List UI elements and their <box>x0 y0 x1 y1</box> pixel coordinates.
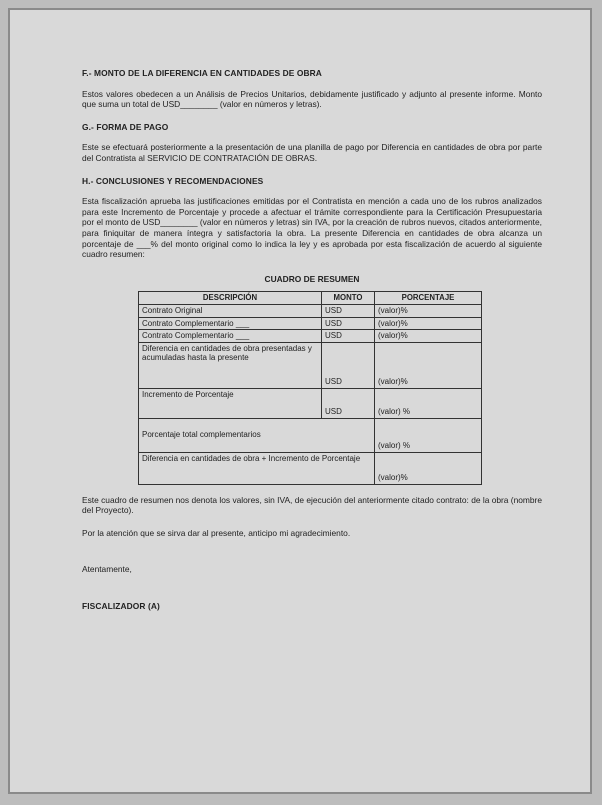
row-monto: USD <box>322 317 375 330</box>
row-monto: USD <box>322 388 375 418</box>
document-body <box>82 68 542 612</box>
section-g-heading: G.- FORMA DE PAGO <box>82 121 169 132</box>
row-desc: Incremento de Porcentaje <box>139 388 322 418</box>
table-row <box>139 342 482 388</box>
summary-table <box>138 291 482 484</box>
summary-table-title: CUADRO DE RESUMEN <box>264 273 360 284</box>
row-desc: Porcentaje total complementarios <box>139 418 375 452</box>
section-g-text: Este se efectuará posteriormente a la presentación de una planilla de pago por Diferencia en cantidades de obra por parte del Contratista al SERVICIO DE CONTRATACIÓN DE OBRAS. <box>82 142 542 163</box>
row-desc: Diferencia en cantidades de obra presentadas y acumuladas hasta la presente <box>139 342 322 388</box>
row-pct: (valor)% <box>375 330 482 343</box>
row-pct: (valor)% <box>375 304 482 317</box>
table-row <box>139 388 482 418</box>
regards-text: Atentamente, <box>82 564 132 575</box>
header-descripcion: DESCRIPCIÓN <box>139 292 322 305</box>
row-monto: USD <box>322 342 375 388</box>
row-pct: (valor) % <box>375 388 482 418</box>
section-h-text: Esta fiscalización aprueba las justificaciones emitidas por el Contratista en mención a cada uno de los rubros analizados para este Incremento de Porcentaje y procede a afectuar el trámite correspondiente para la Certificación Presupuestaria por el monto de USD________ (valor en números y letras) sin IVA, por la creación de rubros nuevos, citados anteriormente, para finiquitar de manera íntegra y satisfactoria la obra. La presente Diferencia en cantidades de obra alcanza un porcentaje de ___% del monto original como lo indica la ley y es aprobada por esta fiscalización de acuerdo al siguiente cuadro resumen: <box>82 196 542 260</box>
after-table-text: Este cuadro de resumen nos denota los valores, sin IVA, de ejecución del anteriormente citado contrato: de la obra (nombre del Proyecto). <box>82 494 542 516</box>
document-page <box>8 8 592 794</box>
section-h-heading: H.- CONCLUSIONES Y RECOMENDACIONES <box>82 175 264 186</box>
table-row <box>139 330 482 343</box>
table-row <box>139 304 482 317</box>
row-pct: (valor)% <box>375 317 482 330</box>
row-desc: Diferencia en cantidades de obra + Incremento de Porcentaje <box>139 452 375 484</box>
row-pct: (valor) % <box>375 418 482 452</box>
table-row <box>139 452 482 484</box>
signature-label: FISCALIZADOR (A) <box>82 601 160 612</box>
section-f-heading: F.- MONTO DE LA DIFERENCIA EN CANTIDADES DE OBRA <box>82 68 322 78</box>
header-porcentaje: PORCENTAJE <box>375 292 482 305</box>
row-desc: Contrato Complementario ___ <box>139 317 322 330</box>
row-pct: (valor)% <box>375 452 482 484</box>
table-row <box>139 317 482 330</box>
header-monto: MONTO <box>322 292 375 305</box>
row-pct: (valor)% <box>375 342 482 388</box>
row-desc: Contrato Complementario ___ <box>139 330 322 343</box>
closing-text: Por la atención que se sirva dar al presente, anticipo mi agradecimiento. <box>82 527 351 538</box>
table-header-row <box>139 292 482 305</box>
row-monto: USD <box>322 304 375 317</box>
row-monto: USD <box>322 330 375 343</box>
table-row <box>139 418 482 452</box>
section-f-text: Estos valores obedecen a un Análisis de Precios Unitarios, debidamente justificado y adjunto al presente informe. Monto que suma un total de USD________ (valor en números y letras). <box>82 88 542 110</box>
row-desc: Contrato Original <box>139 304 322 317</box>
